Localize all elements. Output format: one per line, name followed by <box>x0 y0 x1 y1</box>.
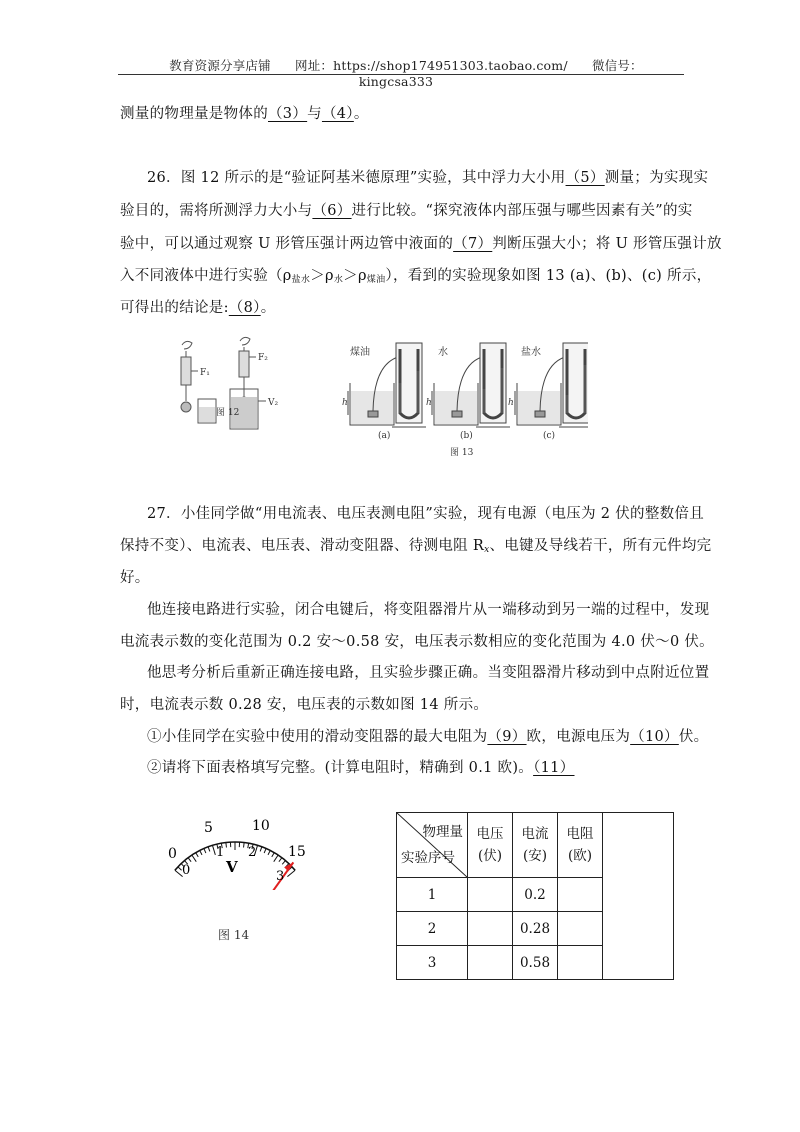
q26-line-3: 验中，可以通过观察 U 形管压强计两边管中液面的（7）判断压强大小；将 U 形管压强计放 <box>120 236 722 252</box>
scale-upper-10: 10 <box>252 818 270 834</box>
q25-tail-line: 测量的物理量是物体的（3）与（4）。 <box>120 106 369 122</box>
voltmeter-unit: V <box>226 858 238 876</box>
q27-line-2: 保持不变）、电流表、电压表、滑动变阻器、待测电阻 $R_x$、电键及导线若干，所有元件均完 <box>120 538 712 555</box>
col-current: 电流 (安) <box>513 813 558 878</box>
header-shop: 教育资源分享店铺 <box>169 58 271 73</box>
q27-para3-line-1: 他思考分析后重新正确连接电路，且实验步骤正确。当变阻器滑片移动到中点附近位置 <box>147 665 710 681</box>
fig13-liquid-c: 盐水 <box>521 347 541 358</box>
figure-14-voltmeter <box>160 810 310 890</box>
scale-upper-15: 15 <box>288 844 306 860</box>
results-table <box>396 812 674 980</box>
probe <box>368 411 378 417</box>
scale-lower-2: 2 <box>248 845 257 860</box>
extra-column <box>603 813 674 980</box>
beaker-liquid <box>518 391 560 424</box>
voltage-cell-1 <box>468 878 513 912</box>
header-divider <box>118 74 684 75</box>
voltmeter-tick <box>192 855 196 862</box>
voltmeter-tick <box>274 855 278 862</box>
fig12-f1-label: F₁ <box>200 368 210 378</box>
col-voltage: 电压 (伏) <box>468 813 513 878</box>
current-cell-1: 0.2 <box>513 878 558 912</box>
fig13-liquid-a: 煤油 <box>350 347 370 358</box>
q27-para2-line-1: 他连接电路进行实验，闭合电键后，将变阻器滑片从一端移动到另一端的过程中，发现 <box>147 602 710 618</box>
table-row: 2 0.28 <box>397 912 674 946</box>
figure-12 <box>160 335 280 445</box>
beaker-liquid <box>351 391 393 424</box>
voltmeter-tick <box>287 870 295 876</box>
q27-para3-line-2: 时，电流表示数 0.28 安，电压表的示数如图 14 所示。 <box>120 697 489 713</box>
scale-upper-0: 0 <box>168 846 177 862</box>
resistance-cell-3 <box>558 946 603 980</box>
figure-13 <box>338 335 588 460</box>
blank-7: （7） <box>453 236 493 252</box>
q27-sub2: ②请将下面表格填写完整。(计算电阻时，精确到 0.1 欧)。（11） <box>147 760 575 776</box>
fig13-liquid-b: 水 <box>438 347 448 358</box>
fig13-part-c: (c) <box>543 431 556 441</box>
blank-8: （8） <box>228 300 261 316</box>
table-row: 3 0.58 <box>397 946 674 980</box>
blank-3: （3） <box>268 106 308 122</box>
fig12-f2-label: F₂ <box>258 353 268 363</box>
probe <box>535 411 545 417</box>
fig14-caption: 图 14 <box>218 928 250 942</box>
diag-bottom-label: 实验序号 <box>401 850 455 866</box>
probe <box>452 411 462 417</box>
fig13-h-b: h <box>426 398 432 408</box>
blank-9: （9） <box>487 729 527 745</box>
diagonal-header-cell <box>397 813 468 878</box>
page-header <box>118 56 684 89</box>
fig13-part-a: (a) <box>378 431 391 441</box>
scale-upper-5: 5 <box>204 820 213 836</box>
fig13-h-c: h <box>508 398 514 408</box>
q26-line-4: 入不同液体中进行实验$(\rho_{盐水}>\rho_水>\rho_{煤油})$，看到的实验现象如图 13 (a)、(b)、(c) 所示， <box>120 268 712 285</box>
diag-top-label: 物理量 <box>422 824 463 840</box>
q27-line-3: 好。 <box>120 570 150 586</box>
blank-6: （6） <box>312 203 352 219</box>
voltage-cell-2 <box>468 912 513 946</box>
q26-line-2: 验目的，需将所测浮力大小与（6）进行比较。“探究液体内部压强与哪些因素有关”的实 <box>120 203 693 219</box>
q26-line-5: 可得出的结论是:（8）。 <box>120 300 276 316</box>
scale-lower-1: 1 <box>216 845 225 860</box>
fig13-caption: 图 13 <box>450 448 474 458</box>
q27-para2-line-2: 电流表示数的变化范围为 0.2 安～0.58 安，电压表示数相应的变化范围为 4.0 伏～0 伏。 <box>120 634 714 650</box>
table-header-row <box>397 813 674 878</box>
q26-line-1: 26．图 12 所示的是“验证阿基米德原理”实验，其中浮力大小用（5）测量；为实现实 <box>147 170 709 186</box>
current-cell-3: 0.58 <box>513 946 558 980</box>
q27-line-1: 27．小佳同学做“用电流表、电压表测电阻”实验，现有电源（电压为 2 伏的整数倍且 <box>147 506 705 522</box>
header-wechat: 微信号：kingcsa333 <box>358 58 643 89</box>
fig12-caption: 图 12 <box>216 408 240 418</box>
voltmeter-tick <box>212 845 215 855</box>
q27-sub1: ①小佳同学在实验中使用的滑动变阻器的最大电阻为（9）欧，电源电压为（10）伏。 <box>147 729 709 745</box>
table-row: 1 0.2 <box>397 878 674 912</box>
beaker-liquid <box>435 391 477 424</box>
current-cell-2: 0.28 <box>513 912 558 946</box>
blank-5: （5） <box>565 170 605 186</box>
fig13-part-b: (b) <box>460 431 473 441</box>
fig12-v2-label: V₂ <box>268 398 279 408</box>
blank-10: （10） <box>630 729 679 745</box>
header-url: 网址：https://shop174951303.taobao.com/ <box>295 58 568 73</box>
resistance-cell-2 <box>558 912 603 946</box>
blank-11: （11） <box>533 760 575 776</box>
voltage-cell-3 <box>468 946 513 980</box>
fig13-h-a: h <box>342 398 348 408</box>
blank-4: （4） <box>321 106 354 122</box>
scale-lower-0: 0 <box>182 863 191 878</box>
resistance-cell-1 <box>558 878 603 912</box>
col-resistance: 电阻 (欧) <box>558 813 603 878</box>
scale-lower-3: 3 <box>276 869 285 884</box>
